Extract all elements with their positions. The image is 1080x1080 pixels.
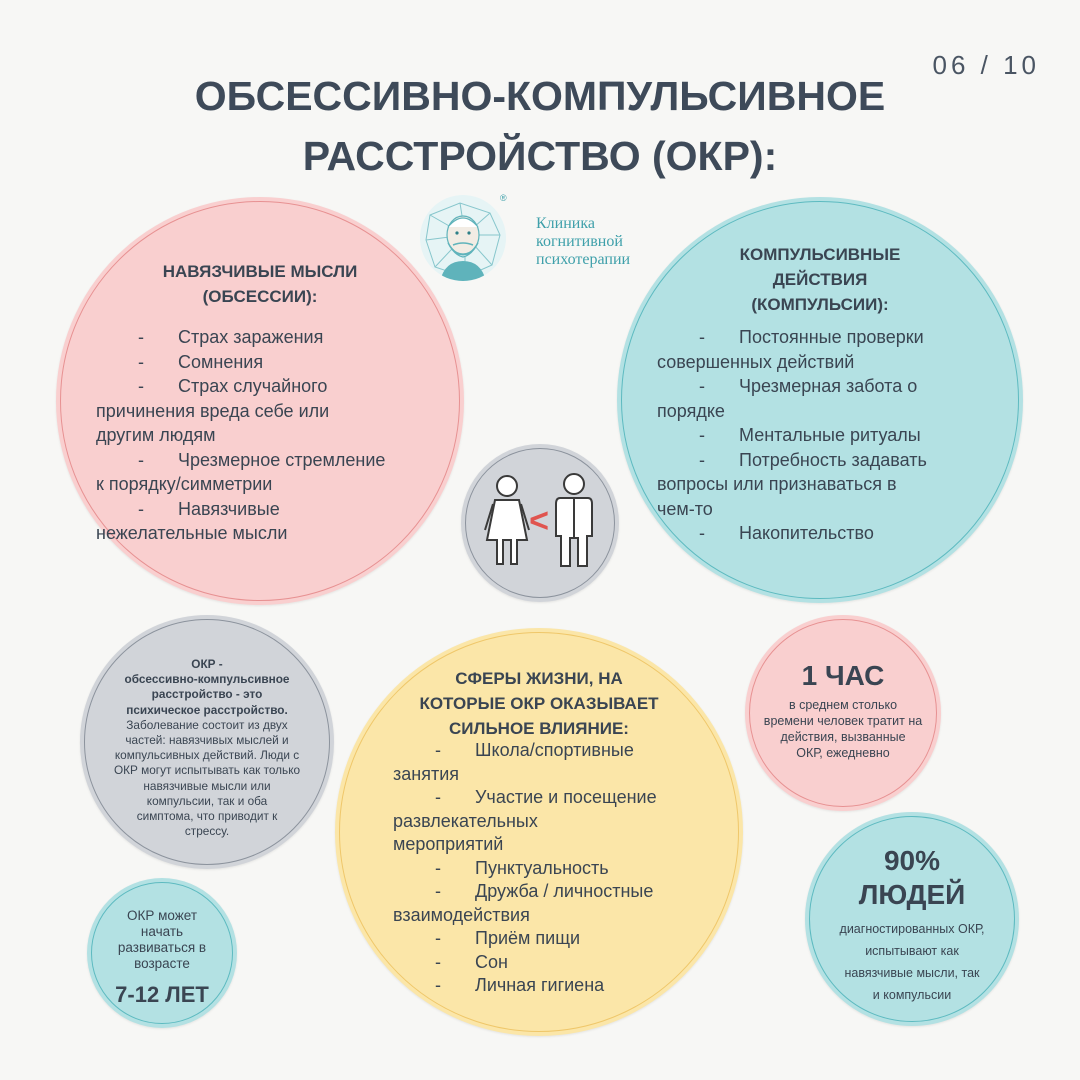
list-item-text: вопросы или признаваться в — [657, 474, 897, 494]
list-item-text: Дружба / личностные — [475, 881, 654, 901]
spheres-heading-line-1: СФЕРЫ ЖИЗНИ, НА — [455, 669, 623, 688]
compulsions-heading-line-3: (КОМПУЛЬСИИ): — [751, 295, 889, 314]
obsessions-heading-line-2: (ОБСЕССИИ): — [202, 287, 318, 306]
list-item-text: взаимодействия — [393, 904, 530, 925]
list-item — [699, 448, 999, 473]
definition-line: психическое расстройство. — [126, 702, 288, 717]
gender-comparison-circle — [461, 444, 619, 602]
list-item-text: совершенных действий — [657, 351, 855, 372]
list-item — [96, 399, 438, 424]
obsessions-list — [96, 325, 438, 546]
list-item — [138, 374, 438, 399]
list-item-text: Личная гигиена — [475, 975, 605, 995]
bullet-dash: - — [435, 928, 441, 948]
list-item-text: развлекательных — [393, 810, 538, 831]
list-item — [393, 763, 735, 787]
compulsions-list — [657, 325, 999, 546]
list-item — [657, 472, 999, 497]
list-item — [435, 786, 735, 810]
compulsions-heading-line-2: ДЕЙСТВИЯ — [772, 270, 868, 289]
definition-line: компульсии, так и оба — [146, 793, 268, 808]
spheres-list — [393, 739, 735, 998]
list-item-text: занятия — [393, 763, 459, 784]
gender-figures — [461, 444, 619, 602]
hour-line-4: ОКР, ежедневно — [796, 746, 890, 760]
bullet-dash: - — [138, 351, 144, 372]
list-item — [138, 350, 438, 375]
list-item — [96, 521, 438, 546]
list-item-text: Страх заражения — [178, 327, 324, 347]
list-item-text: Приём пищи — [475, 928, 581, 948]
percent-people: ЛЮДЕЙ — [858, 879, 966, 910]
bullet-dash: - — [699, 376, 705, 396]
obsessions-heading — [96, 259, 424, 309]
definition-text — [94, 657, 320, 839]
bullet-dash: - — [138, 376, 144, 396]
list-item — [435, 739, 735, 763]
bullet-dash: - — [435, 740, 441, 760]
spheres-circle — [335, 628, 743, 1036]
clinic-name-line-1: Клиника — [536, 215, 595, 232]
list-item-text: Потребность задавать — [739, 449, 927, 470]
bullet-dash: - — [435, 857, 441, 878]
list-item — [699, 423, 999, 448]
percent-value: 90% — [883, 845, 941, 876]
definition-line: обсессивно-компульсивное — [124, 672, 290, 687]
spheres-heading — [375, 666, 703, 741]
bullet-dash: - — [138, 449, 144, 470]
bullet-dash: - — [138, 327, 144, 347]
age-line-3: развиваться в — [117, 940, 207, 955]
list-item-text: порядке — [657, 400, 725, 421]
list-item-text: Чрезмерная забота о — [739, 376, 918, 396]
list-item — [699, 374, 999, 399]
hour-circle — [745, 615, 941, 811]
list-item — [435, 927, 735, 951]
compulsions-circle — [617, 197, 1023, 603]
list-item-text: Участие и посещение — [475, 787, 657, 807]
age-line-1: ОКР может — [126, 908, 198, 923]
clinic-logo[interactable] — [420, 195, 660, 285]
less-than-arrow-icon: < — [529, 502, 549, 540]
percent-line-1: диагностированных ОКР, — [839, 922, 985, 936]
spheres-heading-line-3: СИЛЬНОЕ ВЛИЯНИЕ: — [449, 719, 629, 738]
list-item-text: чем-то — [657, 498, 713, 519]
list-item-text: Постоянные проверки — [739, 327, 924, 347]
list-item-text: нежелательные мысли — [96, 523, 288, 543]
percent-text — [805, 844, 1019, 1006]
definition-line: Заболевание состоит из двух — [126, 717, 288, 732]
percent-line-3: навязчивые мысли, так — [844, 966, 980, 980]
list-item — [657, 350, 999, 375]
clinic-name-line-2: когнитивной — [536, 233, 623, 250]
list-item-text: Сон — [475, 951, 508, 972]
list-item — [699, 521, 999, 546]
definition-circle — [80, 615, 334, 869]
page-counter: 06 / 10 — [932, 50, 1040, 80]
hour-line-3: действия, вызванные — [780, 730, 906, 744]
list-item-text: к порядку/симметрии — [96, 474, 273, 494]
compulsions-heading — [657, 242, 983, 317]
list-item — [96, 472, 438, 497]
age-line-2: начать — [140, 924, 184, 939]
hour-value: 1 ЧАС — [801, 660, 885, 691]
list-item-text: Ментальные ритуалы — [739, 425, 921, 445]
compulsions-heading-line-1: КОМПУЛЬСИВНЫЕ — [739, 245, 901, 264]
obsessions-heading-line-1: НАВЯЗЧИВЫЕ МЫСЛИ — [162, 262, 358, 281]
list-item — [138, 448, 438, 473]
bullet-dash: - — [699, 449, 705, 470]
definition-line: стрессу. — [184, 824, 230, 839]
age-text — [87, 908, 237, 1012]
definition-line: компульсивных действий. Люди с — [114, 748, 300, 763]
list-item — [435, 974, 735, 998]
bullet-dash: - — [435, 975, 441, 995]
registered-mark: ® — [500, 193, 507, 203]
clinic-name — [536, 215, 676, 269]
list-item — [435, 951, 735, 975]
age-value: 7-12 ЛЕТ — [115, 982, 209, 1007]
bullet-dash: - — [138, 498, 144, 519]
age-line-4: возрасте — [134, 956, 190, 971]
woman-icon — [485, 476, 529, 564]
percent-circle — [805, 812, 1019, 1026]
title-line-1: ОБСЕССИВНО-КОМПУЛЬСИВНОЕ — [194, 73, 886, 119]
definition-line: навязчивые мысли или — [143, 778, 271, 793]
list-item-text: мероприятий — [393, 834, 504, 854]
list-item-text: Сомнения — [178, 351, 264, 372]
percent-line-2: испытывают как — [865, 944, 959, 958]
list-item — [138, 497, 438, 522]
definition-line: симптома, что приводит к — [136, 809, 278, 824]
bullet-dash: - — [699, 425, 705, 445]
clinic-name-line-3: психотерапии — [536, 251, 631, 268]
definition-line: ОКР - — [191, 657, 223, 671]
list-item-text: Пунктуальность — [475, 857, 609, 878]
list-item — [96, 423, 438, 448]
bullet-dash: - — [435, 881, 441, 901]
list-item-text: Накопительство — [739, 523, 874, 543]
hour-line-2: времени человек тратит на — [763, 714, 923, 728]
list-item — [393, 810, 735, 834]
bullet-dash: - — [699, 327, 705, 347]
definition-line: частей: навязчивых мыслей и — [125, 733, 289, 748]
hour-text — [745, 659, 941, 761]
percent-line-4: и компульсии — [872, 988, 952, 1002]
bullet-dash: - — [699, 523, 705, 543]
list-item-text: Чрезмерное стремление — [178, 449, 386, 470]
obsessions-circle — [56, 197, 464, 605]
list-item — [699, 325, 999, 350]
list-item-text: причинения вреда себе или — [96, 400, 330, 421]
title-line-2: РАССТРОЙСТВО (ОКР): — [302, 133, 778, 179]
list-item-text: Навязчивые — [178, 498, 280, 519]
man-icon — [556, 474, 592, 566]
definition-line: ОКР могут испытывать как только — [113, 763, 301, 778]
list-item — [657, 497, 999, 522]
list-item — [435, 880, 735, 904]
list-item — [393, 833, 735, 857]
list-item-text: Страх случайного — [178, 376, 328, 396]
list-item-text: Школа/спортивные — [475, 740, 634, 760]
age-circle — [87, 878, 237, 1028]
list-item — [435, 857, 735, 881]
list-item-text: другим людям — [96, 425, 216, 445]
page-title — [0, 66, 1080, 186]
definition-line: расстройство - это — [151, 687, 263, 702]
spheres-heading-line-2: КОТОРЫЕ ОКР ОКАЗЫВАЕТ — [419, 694, 659, 713]
list-item — [138, 325, 438, 350]
bullet-dash: - — [435, 787, 441, 807]
hour-line-1: в среднем столько — [788, 698, 898, 712]
bullet-dash: - — [435, 951, 441, 972]
portrait-logo-icon — [420, 195, 506, 281]
list-item — [657, 399, 999, 424]
list-item — [393, 904, 735, 928]
